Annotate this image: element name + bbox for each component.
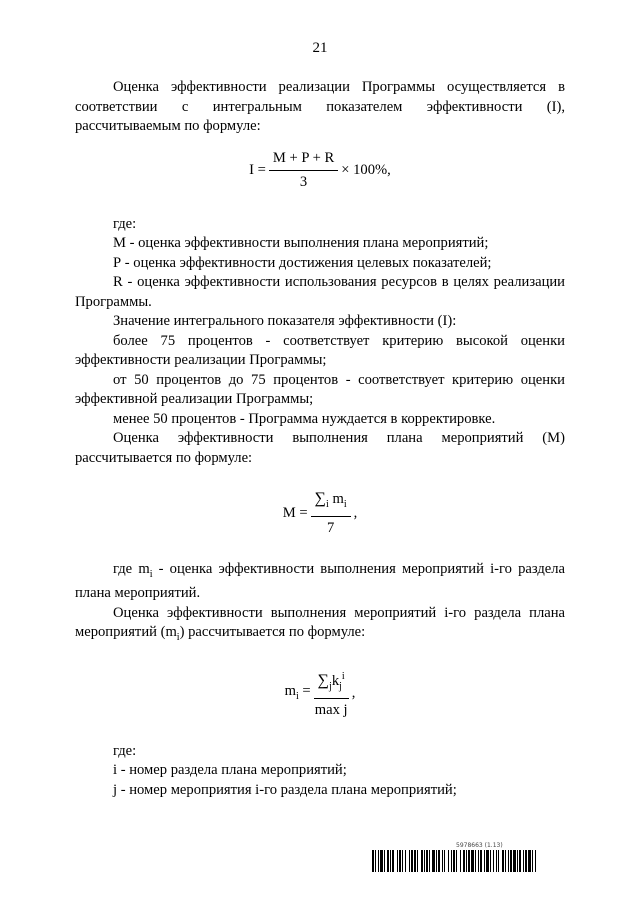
definition-j: j - номер мероприятия i-го раздела плана мероприятий; <box>113 781 457 798</box>
mi-intro-a: Оценка эффективности выполнения мероприятий i-го раздела плана мероприятий (m <box>75 604 565 641</box>
formula-m-numerator <box>311 489 351 517</box>
formula-mi-var: k <box>331 672 340 689</box>
barcode-image <box>372 850 618 872</box>
mi-formula-intro <box>75 604 565 648</box>
formula-m <box>75 488 565 540</box>
sum-index: i <box>326 498 329 510</box>
formula-m-var: m <box>332 491 344 508</box>
barcode-bar <box>536 850 537 872</box>
definition-p: Р - оценка эффективности достижения целевых показателей; <box>113 254 492 271</box>
formula-mi-var-sup: i <box>341 670 345 682</box>
mi-intro-sub: i <box>176 632 180 644</box>
definition-i: i - номер раздела плана мероприятий; <box>113 762 347 779</box>
definition-m: М - оценка эффективности выполнения плана мероприятий; <box>113 235 489 251</box>
formula-m-var-sub: i <box>343 498 347 510</box>
stamp-code: 5978663 (1.13) <box>456 842 503 849</box>
sum-symbol-j: ∑ <box>317 671 330 689</box>
formula-i-fraction <box>269 149 338 193</box>
formula-integral <box>75 147 565 195</box>
mi-definition-prefix: где m <box>113 561 150 577</box>
formula-mi-denominator: max j <box>314 702 348 719</box>
mi-definition-text: - оценка эффективности выполнения мероприятий i-го раздела плана мероприятий. <box>75 561 566 602</box>
formula-m-lhs: M = <box>282 505 308 522</box>
formula-mi-fraction <box>314 667 349 721</box>
formula-i-denominator: 3 <box>299 174 308 190</box>
formula-mi-eq: = <box>302 682 311 699</box>
formula-i-suffix: × 100%, <box>341 161 391 178</box>
where-label-2: где: <box>113 742 137 759</box>
formula-m-denominator: 7 <box>326 520 335 537</box>
formula-mi-numerator <box>314 667 349 699</box>
formula-mi <box>75 666 565 722</box>
formula-mi-var-sub: j <box>339 680 342 692</box>
formula-mi-lhs <box>285 682 311 706</box>
sum-index-j: j <box>329 680 332 692</box>
definition-r: R - оценка эффективности использования ресурсов в целях реализации Программы. <box>75 274 565 310</box>
formula-i-numerator: M + P + R <box>269 149 338 172</box>
m-formula-intro: Оценка эффективности выполнения плана мероприятий (М) рассчитывается по формуле: <box>75 430 565 466</box>
mi-intro-b: ) рассчитывается по формуле: <box>179 624 366 641</box>
criterion-over-75: более 75 процентов - соответствует критерию высокой оценки эффективности реализации Программы; <box>75 332 565 368</box>
criterion-under-50: менее 50 процентов - Программа нуждается в корректировке. <box>113 410 496 427</box>
mi-definition-sub: i <box>149 568 153 580</box>
formula-m-suffix: , <box>353 505 358 522</box>
mi-definition <box>75 560 565 604</box>
intro-paragraph: Оценка эффективности реализации Программы осуществляется в соответствии с интегральным показателем эффективности (I), рассчитываемым по формуле: <box>75 79 565 134</box>
page-number: 21 <box>312 40 328 56</box>
formula-m-fraction <box>311 489 351 539</box>
formula-i-lhs: I = <box>249 161 266 178</box>
formula-mi-lhs-sub: i <box>295 690 299 702</box>
document-body <box>75 78 565 800</box>
formula-mi-suffix: , <box>351 685 356 702</box>
formula-mi-lhs-var: m <box>284 682 296 699</box>
sum-symbol: ∑ <box>314 490 327 508</box>
integral-value-heading: Значение интегрального показателя эффективности (I): <box>113 313 457 329</box>
where-label-1: где: <box>113 215 137 232</box>
criterion-50-to-75: от 50 процентов до 75 процентов - соответствует критерию оценки эффективной реализации Программы; <box>75 371 565 407</box>
